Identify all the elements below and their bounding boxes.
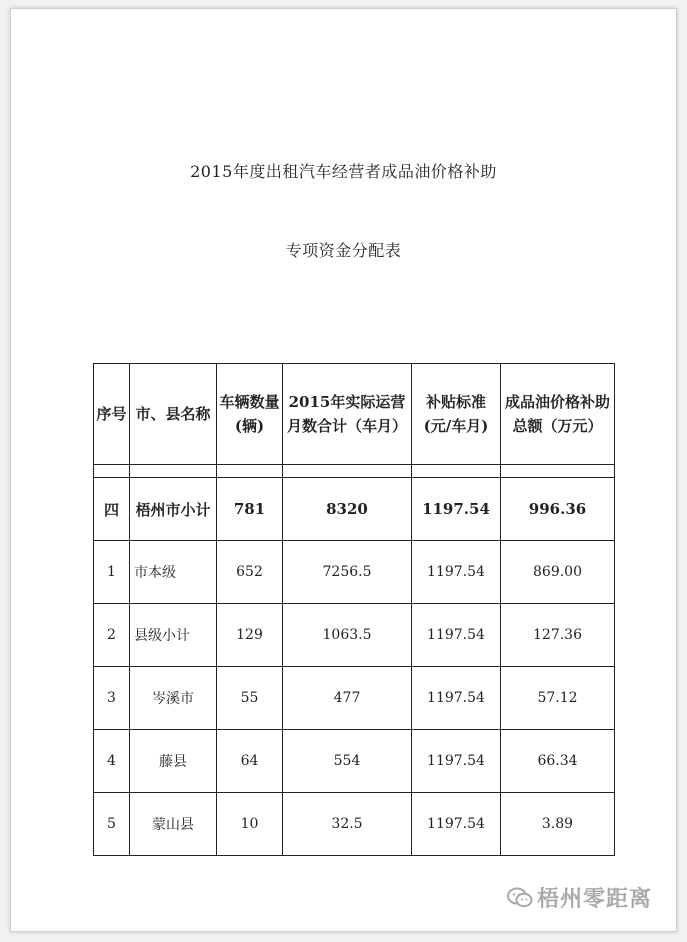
header-cell: 2015年实际运营月数合计（车月） — [283, 364, 412, 465]
allocation-table — [93, 363, 615, 856]
vehicle-count: 10 — [217, 793, 283, 856]
table-row — [94, 478, 615, 541]
subsidy-total: 57.12 — [501, 667, 615, 730]
watermark — [507, 882, 652, 913]
subsidy-standard: 1197.54 — [412, 667, 501, 730]
row-number: 5 — [94, 793, 130, 856]
subsidy-total: 127.36 — [501, 604, 615, 667]
operating-months: 1063.5 — [283, 604, 412, 667]
table-row — [94, 541, 615, 604]
subsidy-total: 3.89 — [501, 793, 615, 856]
row-number: 2 — [94, 604, 130, 667]
region-name: 藤县 — [130, 730, 217, 793]
region-name: 岑溪市 — [130, 667, 217, 730]
operating-months: 554 — [283, 730, 412, 793]
header-cell: 成品油价格补助总额（万元） — [501, 364, 615, 465]
row-number: 3 — [94, 667, 130, 730]
subsidy-standard: 1197.54 — [412, 793, 501, 856]
subsidy-total: 869.00 — [501, 541, 615, 604]
subsidy-total: 66.34 — [501, 730, 615, 793]
header-cell: 市、县名称 — [130, 364, 217, 465]
operating-months: 477 — [283, 667, 412, 730]
operating-months: 7256.5 — [283, 541, 412, 604]
vehicle-count: 781 — [217, 478, 283, 541]
operating-months: 8320 — [283, 478, 412, 541]
vehicle-count: 55 — [217, 667, 283, 730]
region-name: 市本级 — [130, 541, 217, 604]
header-cell: 车辆数量(辆) — [217, 364, 283, 465]
region-name: 梧州市小计 — [130, 478, 217, 541]
row-number: 四 — [94, 478, 130, 541]
document-subtitle: 专项资金分配表 — [285, 241, 402, 260]
table-row — [94, 604, 615, 667]
wechat-icon — [507, 887, 533, 909]
vehicle-count: 129 — [217, 604, 283, 667]
table-header-row — [94, 364, 615, 465]
subsidy-standard: 1197.54 — [412, 604, 501, 667]
table-row — [94, 730, 615, 793]
subsidy-standard: 1197.54 — [412, 478, 501, 541]
operating-months: 32.5 — [283, 793, 412, 856]
table-row — [94, 667, 615, 730]
subsidy-standard: 1197.54 — [412, 730, 501, 793]
document-page — [10, 8, 677, 932]
vehicle-count: 652 — [217, 541, 283, 604]
row-number: 4 — [94, 730, 130, 793]
document-title: 2015年度出租汽车经营者成品油价格补助 — [190, 162, 497, 181]
vehicle-count: 64 — [217, 730, 283, 793]
region-name: 蒙山县 — [130, 793, 217, 856]
subsidy-standard: 1197.54 — [412, 541, 501, 604]
row-number: 1 — [94, 541, 130, 604]
region-name: 县级小计 — [130, 604, 217, 667]
table-spacer-row — [94, 465, 615, 478]
table-row — [94, 793, 615, 856]
subsidy-total: 996.36 — [501, 478, 615, 541]
header-cell: 补贴标准(元/车月) — [412, 364, 501, 465]
watermark-text: 梧州零距离 — [536, 887, 652, 912]
header-cell: 序号 — [94, 364, 130, 465]
